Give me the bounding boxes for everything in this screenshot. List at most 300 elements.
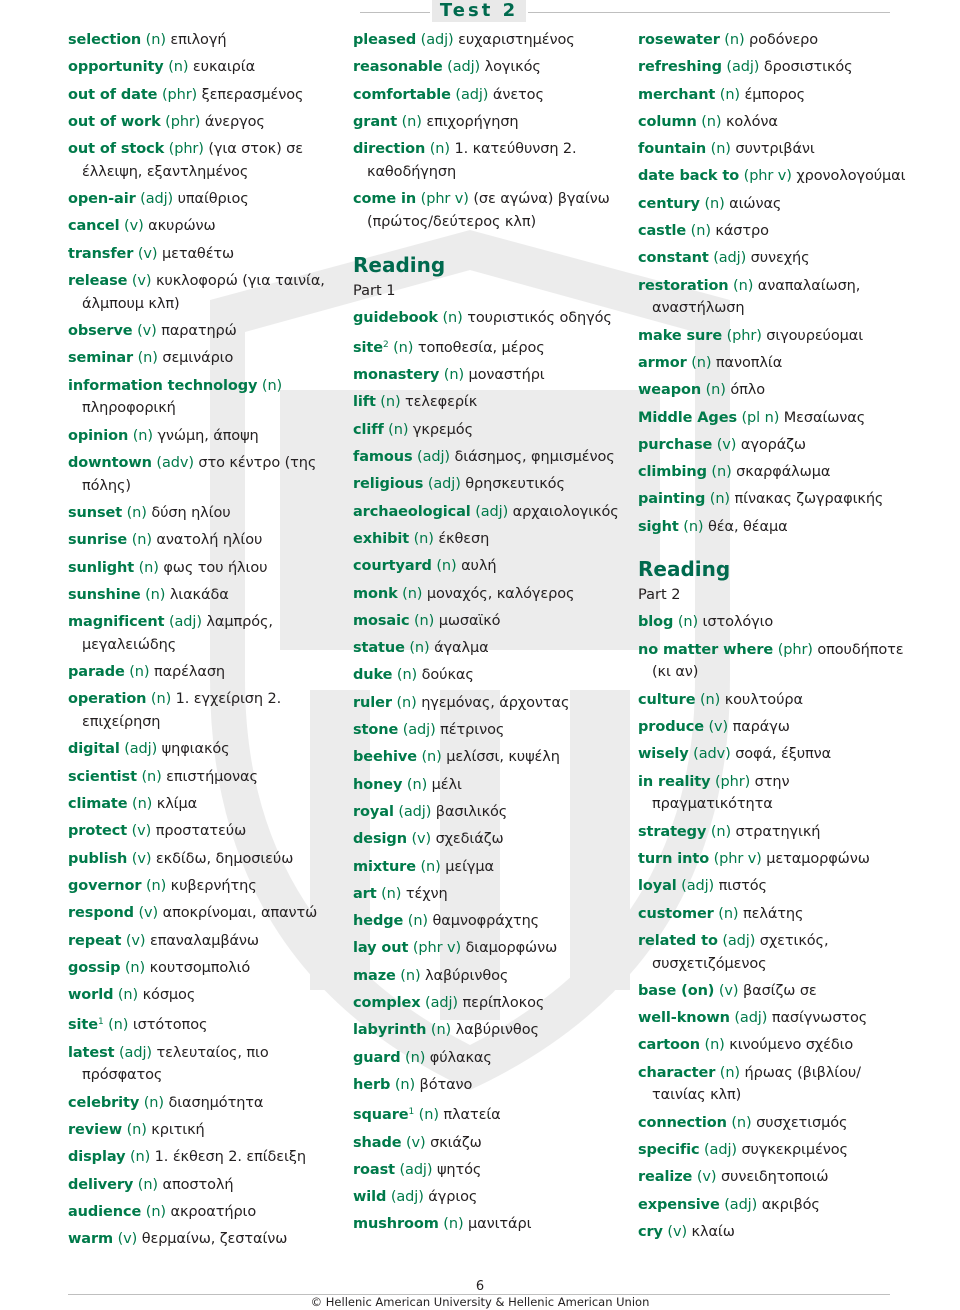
- entry-term: information technology: [68, 377, 258, 394]
- entry-term: downtown: [68, 454, 152, 471]
- vocabulary-entry: [353, 937, 625, 960]
- entry-part-of-speech: (v): [405, 1134, 426, 1151]
- entry-translation: μοναχός, καλόγερος: [426, 585, 575, 602]
- entry-term: out of stock: [68, 141, 165, 158]
- vocabulary-entry: [353, 965, 625, 988]
- entry-part-of-speech: (adj): [427, 476, 461, 493]
- entry-part-of-speech: (n): [129, 664, 150, 681]
- page-number: 6: [475, 1279, 485, 1294]
- entry-translation: (σε αγώνα) βγαίνω (πρώτος/δεύτερος κλπ): [367, 191, 610, 230]
- entry-part-of-speech: (n): [677, 614, 699, 631]
- entry-translation: κυκλοφορώ (για ταινία, άλμπουμ κλπ): [82, 273, 325, 312]
- entry-term: site: [353, 339, 383, 356]
- entry-part-of-speech: (n): [719, 1064, 740, 1081]
- entry-part-of-speech: (phr): [777, 641, 813, 658]
- vocabulary-entry: [353, 828, 625, 851]
- entry-term: cliff: [353, 421, 384, 438]
- entry-translation: ευκαιρία: [192, 59, 256, 76]
- entry-term: sight: [638, 518, 679, 535]
- entry-translation: ξεπερασμένος: [201, 86, 304, 103]
- entry-part-of-speech: (n): [421, 749, 442, 766]
- entry-translation: κλίμα: [156, 796, 198, 813]
- entry-part-of-speech: (v): [131, 850, 152, 867]
- entry-part-of-speech: (v): [667, 1223, 688, 1240]
- entry-translation: συντριβάνι: [735, 141, 815, 158]
- entry-term: scientist: [68, 768, 137, 785]
- entry-translation: πληροφορική: [82, 400, 176, 417]
- entry-part-of-speech: (n): [126, 504, 147, 521]
- entry-translation: θερμαίνω, ζεσταίνω: [141, 1231, 288, 1248]
- entry-part-of-speech: (v): [125, 932, 146, 949]
- vocabulary-entry: [638, 516, 910, 539]
- vocabulary-entry: [638, 1034, 910, 1057]
- entry-term: courtyard: [353, 558, 432, 575]
- vocabulary-entry: [638, 875, 910, 898]
- entry-term: famous: [353, 449, 413, 466]
- vocabulary-entry: [353, 84, 625, 107]
- entry-term: wisely: [638, 746, 689, 763]
- entry-part-of-speech: (n): [733, 277, 754, 294]
- entry-term: make sure: [638, 327, 723, 344]
- entry-part-of-speech: (n): [261, 377, 283, 394]
- vocabulary-entry: [68, 738, 340, 761]
- vocabulary-entry: [68, 820, 340, 843]
- entry-translation: συσχετισμός: [756, 1114, 848, 1131]
- entry-term: site: [68, 1017, 98, 1034]
- entry-part-of-speech: (phr): [726, 327, 762, 344]
- entry-term: reasonable: [353, 59, 443, 76]
- entry-term: duke: [353, 667, 393, 684]
- vocabulary-entry: [68, 29, 340, 52]
- entry-term: cry: [638, 1223, 663, 1240]
- entry-translation: τουριστικός οδηγός: [467, 309, 612, 326]
- entry-term: opportunity: [68, 59, 164, 76]
- section-part-label: Part 2: [638, 587, 681, 604]
- entry-translation: κάστρο: [715, 223, 769, 240]
- entry-term: selection: [68, 32, 142, 48]
- entry-term: operation: [68, 691, 147, 708]
- entry-translation: θέα, θέαμα: [708, 518, 788, 535]
- vocabulary-entry: [68, 1201, 340, 1224]
- vocabulary-entry: [68, 1011, 340, 1037]
- vocabulary-entry: [68, 1174, 340, 1197]
- vocabulary-entry: [638, 138, 910, 161]
- entry-translation: ροδόνερο: [749, 32, 819, 48]
- vocabulary-entry: [68, 902, 340, 925]
- entry-term: merchant: [638, 86, 716, 103]
- entry-translation: προστατεύω: [155, 823, 247, 840]
- entry-part-of-speech: (n): [145, 877, 167, 894]
- entry-part-of-speech: (n): [129, 1149, 151, 1166]
- vocabulary-entry: [68, 138, 340, 183]
- entry-term: out of work: [68, 113, 161, 130]
- entry-translation: ακυρώνω: [148, 218, 216, 235]
- entry-part-of-speech: (phr v): [713, 850, 762, 867]
- vocabulary-entry: [638, 165, 910, 188]
- vocabulary-entry: [68, 243, 340, 266]
- vocabulary-entry: [68, 766, 340, 789]
- vocabulary-entry: [353, 391, 625, 414]
- section-part-label: Part 1: [353, 282, 396, 299]
- vocabulary-entry: [68, 452, 340, 497]
- entry-term: lay out: [353, 940, 409, 957]
- vocabulary-entry: [638, 379, 910, 402]
- entry-translation: έκθεση: [438, 530, 490, 547]
- entry-term: labyrinth: [353, 1022, 427, 1039]
- entry-translation: ακριβός: [761, 1196, 820, 1213]
- entry-term: complex: [353, 995, 421, 1012]
- entry-term: beehive: [353, 749, 417, 766]
- entry-superscript: 2: [382, 339, 389, 350]
- entry-part-of-speech: (n): [138, 559, 159, 576]
- entry-term: delivery: [68, 1176, 134, 1193]
- entry-part-of-speech: (pl n): [741, 409, 780, 426]
- entry-translation: κριτική: [151, 1122, 205, 1139]
- vocabulary-entry: [353, 1074, 625, 1097]
- entry-translation: μεταμορφώνω: [766, 850, 870, 867]
- entry-term: castle: [638, 223, 687, 240]
- vocabulary-entry: [353, 692, 625, 715]
- entry-translation: γκρεμός: [412, 421, 473, 438]
- entry-part-of-speech: (adj): [119, 1044, 152, 1061]
- entry-translation: παρατηρώ: [161, 323, 237, 340]
- entry-part-of-speech: (n): [407, 913, 428, 930]
- entry-part-of-speech: (n): [396, 667, 418, 684]
- vocabulary-entry: [638, 1112, 910, 1135]
- entry-translation: στρατηγική: [735, 823, 821, 840]
- entry-part-of-speech: (v): [117, 1231, 138, 1248]
- vocabulary-entry: [353, 364, 625, 387]
- vocabulary-entry: [353, 610, 625, 633]
- entry-term: specific: [638, 1142, 700, 1159]
- vocabulary-entry: [638, 111, 910, 134]
- entry-translation: αιώνας: [729, 195, 782, 212]
- vocabulary-entry: [68, 1146, 340, 1169]
- entry-term: observe: [68, 323, 133, 340]
- entry-term: purchase: [638, 436, 713, 453]
- entry-part-of-speech: (phr): [714, 773, 751, 790]
- entry-term: sunrise: [68, 532, 128, 549]
- vocabulary-entry: [68, 1228, 340, 1251]
- entry-term: square: [353, 1107, 409, 1124]
- entry-part-of-speech: (adj): [724, 1196, 758, 1213]
- entry-translation: πανοπλία: [715, 354, 783, 371]
- entry-translation: άγριος: [428, 1189, 478, 1206]
- entry-term: mixture: [353, 858, 416, 875]
- entry-translation: ψητός: [436, 1161, 482, 1178]
- vocabulary-entry: [68, 425, 340, 448]
- entry-part-of-speech: (n): [132, 427, 153, 444]
- entry-term: respond: [68, 905, 134, 922]
- entry-part-of-speech: (n): [393, 339, 414, 356]
- entry-translation: τέχνη: [405, 885, 448, 902]
- entry-part-of-speech: (n): [704, 1037, 725, 1054]
- vocabulary-entry: [638, 220, 910, 243]
- entry-term: blog: [638, 614, 674, 631]
- vocabulary-entry: [353, 1047, 625, 1070]
- entry-term: display: [68, 1149, 126, 1166]
- entry-part-of-speech: (v): [716, 436, 737, 453]
- entry-term: out of date: [68, 86, 158, 103]
- vocabulary-entry: [68, 375, 340, 420]
- entry-term: customer: [638, 905, 714, 922]
- entry-translation: σοφά, έξυπνα: [735, 746, 832, 763]
- entry-term: art: [353, 885, 377, 902]
- entry-part-of-speech: (n): [420, 858, 441, 875]
- entry-term: digital: [68, 741, 120, 758]
- entry-translation: συγκεκριμένος: [741, 1142, 848, 1159]
- entry-translation: άνετος: [492, 86, 544, 103]
- entry-term: stone: [353, 722, 399, 739]
- vocabulary-entry: [68, 584, 340, 607]
- entry-term: strategy: [638, 823, 707, 840]
- entry-part-of-speech: (n): [145, 586, 166, 603]
- entry-part-of-speech: (n): [409, 640, 430, 657]
- entry-part-of-speech: (n): [124, 959, 146, 976]
- entry-part-of-speech: (adj): [168, 614, 202, 631]
- entry-translation: θρησκευτικός: [465, 476, 565, 493]
- vocabulary-entry: [353, 637, 625, 660]
- vocabulary-entry: [638, 84, 910, 107]
- entry-translation: Μεσαίωνας: [783, 409, 866, 426]
- vocabulary-entry: [353, 664, 625, 687]
- entry-part-of-speech: (n): [132, 796, 153, 813]
- vocabulary-entry: [353, 1159, 625, 1182]
- vocabulary-entry: [68, 688, 340, 733]
- vocabulary-entry: [638, 743, 910, 766]
- entry-translation: μείγμα: [445, 858, 494, 875]
- entry-part-of-speech: (n): [141, 768, 162, 785]
- vocabulary-entry: [68, 529, 340, 552]
- entry-term: date back to: [638, 168, 740, 185]
- entry-term: royal: [353, 803, 394, 820]
- entry-term: transfer: [68, 245, 134, 262]
- entry-part-of-speech: (n): [418, 1107, 439, 1124]
- vocabulary-entry: [68, 270, 340, 315]
- entry-term: refreshing: [638, 59, 722, 76]
- entry-translation: διασημότητα: [168, 1094, 264, 1111]
- entry-part-of-speech: (adj): [390, 1189, 424, 1206]
- vocabulary-entry: [638, 275, 910, 320]
- entry-part-of-speech: (n): [719, 86, 740, 103]
- entry-translation: μελίσσι, κυψέλη: [446, 749, 560, 766]
- entry-translation: βασίζω σε: [742, 982, 817, 999]
- entry-term: archaeological: [353, 503, 471, 520]
- entry-translation: κολόνα: [725, 113, 778, 130]
- entry-translation: λαμπρός, μεγαλειώδης: [82, 614, 273, 653]
- entry-term: sunset: [68, 504, 123, 521]
- entry-part-of-speech: (adj): [417, 449, 450, 466]
- entry-term: hedge: [353, 913, 404, 930]
- vocabulary-entry: [638, 434, 910, 457]
- vocabulary-entry: [638, 325, 910, 348]
- entry-translation: επιχορήγηση: [426, 113, 519, 130]
- vocabulary-entry: [638, 821, 910, 844]
- entry-translation: στο κέντρο (της πόλης): [82, 454, 317, 494]
- entry-term: roast: [353, 1161, 395, 1178]
- entry-part-of-speech: (n): [402, 585, 423, 602]
- section-heading: Reading: [353, 252, 446, 277]
- entry-translation: μέλι: [431, 776, 462, 793]
- vocabulary-entry: [638, 611, 910, 634]
- entry-translation: εκδίδω, δημοσιεύω: [155, 850, 294, 867]
- entry-translation: αποστολή: [162, 1176, 234, 1193]
- section-heading: Reading: [638, 557, 731, 582]
- entry-translation: σχεδιάζω: [435, 831, 504, 848]
- entry-term: come in: [353, 191, 417, 208]
- vocabulary-entry: [353, 446, 625, 469]
- entry-part-of-speech: (n): [168, 59, 189, 76]
- entry-translation: έμπορος: [744, 86, 806, 103]
- entry-term: expensive: [638, 1196, 720, 1213]
- vocabulary-entry: [68, 502, 340, 525]
- entry-term: lift: [353, 394, 376, 411]
- entry-translation: γνώμη, άποψη: [157, 427, 259, 444]
- entry-part-of-speech: (adj): [402, 722, 436, 739]
- entry-term: honey: [353, 776, 403, 793]
- entry-translation: ήρωας (βιβλίου/ ταινίας κλπ): [652, 1064, 861, 1104]
- entry-part-of-speech: (n): [131, 532, 152, 549]
- entry-term: climbing: [638, 464, 707, 481]
- vocabulary-entry: [68, 347, 340, 370]
- header-rule-left: [360, 12, 430, 13]
- entry-term: seminar: [68, 350, 134, 367]
- entry-part-of-speech: (n): [683, 518, 704, 535]
- entry-part-of-speech: (adj): [475, 503, 509, 520]
- vocabulary-entry: [68, 661, 340, 684]
- entry-translation: τοποθεσία, μέρος: [417, 339, 545, 356]
- entry-term: armor: [638, 354, 687, 371]
- vocabulary-entry: [638, 930, 910, 975]
- vocabulary-entry: [353, 111, 625, 134]
- entry-term: grant: [353, 113, 398, 130]
- entry-translation: σχετικός, συσχετιζόμενος: [652, 932, 829, 972]
- entry-part-of-speech: (n): [704, 195, 725, 212]
- entry-part-of-speech: (phr): [161, 86, 198, 103]
- entry-translation: συνεχής: [750, 250, 810, 267]
- entry-translation: μοναστήρι: [468, 367, 545, 384]
- entry-translation: υπαίθριος: [177, 191, 249, 208]
- vocabulary-entry: [68, 984, 340, 1007]
- entry-term: fountain: [638, 141, 707, 158]
- entry-term: wild: [353, 1189, 387, 1206]
- entry-translation: θαμνοφράχτης: [432, 913, 540, 930]
- entry-translation: κουτσομπολιό: [149, 959, 251, 976]
- entry-part-of-speech: (n): [710, 823, 732, 840]
- vocabulary-entry: [68, 957, 340, 980]
- entry-translation: αυλή: [461, 558, 497, 575]
- entry-part-of-speech: (n): [394, 1076, 416, 1093]
- entry-superscript: 1: [408, 1107, 415, 1118]
- entry-translation: 1. έκθεση 2. επίδειξη: [154, 1149, 306, 1166]
- entry-part-of-speech: (n): [143, 1094, 164, 1111]
- entry-translation: επαναλαμβάνω: [149, 932, 259, 949]
- entry-part-of-speech: (adj): [140, 191, 174, 208]
- entry-term: base (on): [638, 982, 715, 999]
- entry-part-of-speech: (adj): [681, 878, 715, 895]
- entry-translation: ψηφιακός: [161, 741, 230, 758]
- vocabulary-entry: [68, 1119, 340, 1142]
- entry-term: no matter where: [638, 641, 774, 658]
- entry-term: world: [68, 987, 114, 1004]
- vocabulary-entry: [353, 801, 625, 824]
- entry-term: in reality: [638, 773, 711, 790]
- entry-translation: βότανο: [419, 1076, 473, 1093]
- vocabulary-entry: [353, 1019, 625, 1042]
- entry-translation: στην πραγματικότητα: [652, 773, 790, 813]
- vocabulary-entry: [638, 407, 910, 430]
- entry-translation: πιστός: [718, 878, 767, 895]
- entry-translation: λιακάδα: [169, 586, 229, 603]
- entry-translation: κλαίω: [691, 1223, 735, 1240]
- entry-translation: διαμορφώνω: [465, 940, 558, 957]
- entry-translation: μωσαϊκό: [438, 612, 501, 629]
- entry-part-of-speech: (n): [690, 223, 711, 240]
- vocabulary-entry: [353, 992, 625, 1015]
- entry-term: review: [68, 1122, 123, 1139]
- entry-translation: κουλτούρα: [724, 691, 803, 708]
- entry-part-of-speech: (n): [117, 987, 139, 1004]
- entry-term: direction: [353, 141, 426, 158]
- entry-translation: σεμινάριο: [162, 350, 234, 367]
- entry-translation: χρονολογούμαι: [796, 168, 906, 185]
- entry-part-of-speech: (n): [436, 558, 457, 575]
- entry-term: governor: [68, 877, 142, 894]
- entry-translation: άνεργος: [204, 113, 265, 130]
- entry-part-of-speech: (n): [429, 141, 450, 158]
- vocabulary-entry: [353, 910, 625, 933]
- vocabulary-entry: [638, 1139, 910, 1162]
- entry-part-of-speech: (adv): [156, 454, 194, 471]
- vocabulary-entry: [638, 488, 910, 511]
- vocabulary-entry: [68, 793, 340, 816]
- entry-term: open-air: [68, 191, 136, 208]
- entry-part-of-speech: (adj): [399, 1161, 433, 1178]
- entry-part-of-speech: (n): [718, 905, 739, 922]
- entry-term: painting: [638, 491, 706, 508]
- entry-part-of-speech: (n): [413, 612, 435, 629]
- entry-term: parade: [68, 664, 125, 681]
- vocabulary-entry: [638, 903, 910, 926]
- vocabulary-entry: [68, 215, 340, 238]
- vocabulary-entry: [68, 875, 340, 898]
- entry-part-of-speech: (n): [701, 113, 722, 130]
- vocabulary-entry: [638, 716, 910, 739]
- vocabulary-entry: [638, 689, 910, 712]
- entry-translation: μανιτάρι: [468, 1216, 532, 1233]
- entry-term: guidebook: [353, 309, 438, 326]
- vocabulary-entry: [68, 611, 340, 656]
- entry-part-of-speech: (n): [401, 113, 422, 130]
- entry-term: ruler: [353, 694, 392, 711]
- vocabulary-entry: [638, 352, 910, 375]
- vocabulary-entry: [353, 1101, 625, 1127]
- entry-term: exhibit: [353, 530, 410, 547]
- vocabulary-entry: [353, 501, 625, 524]
- entry-term: statue: [353, 640, 405, 657]
- entry-part-of-speech: (n): [108, 1017, 129, 1034]
- vocabulary-entry: [638, 639, 910, 684]
- entry-part-of-speech: (n): [405, 1049, 426, 1066]
- entry-part-of-speech: (n): [430, 1022, 452, 1039]
- vocabulary-entry: [638, 848, 910, 871]
- entry-term: connection: [638, 1114, 727, 1131]
- entry-term: religious: [353, 476, 424, 493]
- entry-term: sunshine: [68, 586, 141, 603]
- vocabulary-entry: [638, 29, 910, 52]
- vocabulary-column-3: [638, 29, 910, 1248]
- entry-part-of-speech: (n): [710, 141, 731, 158]
